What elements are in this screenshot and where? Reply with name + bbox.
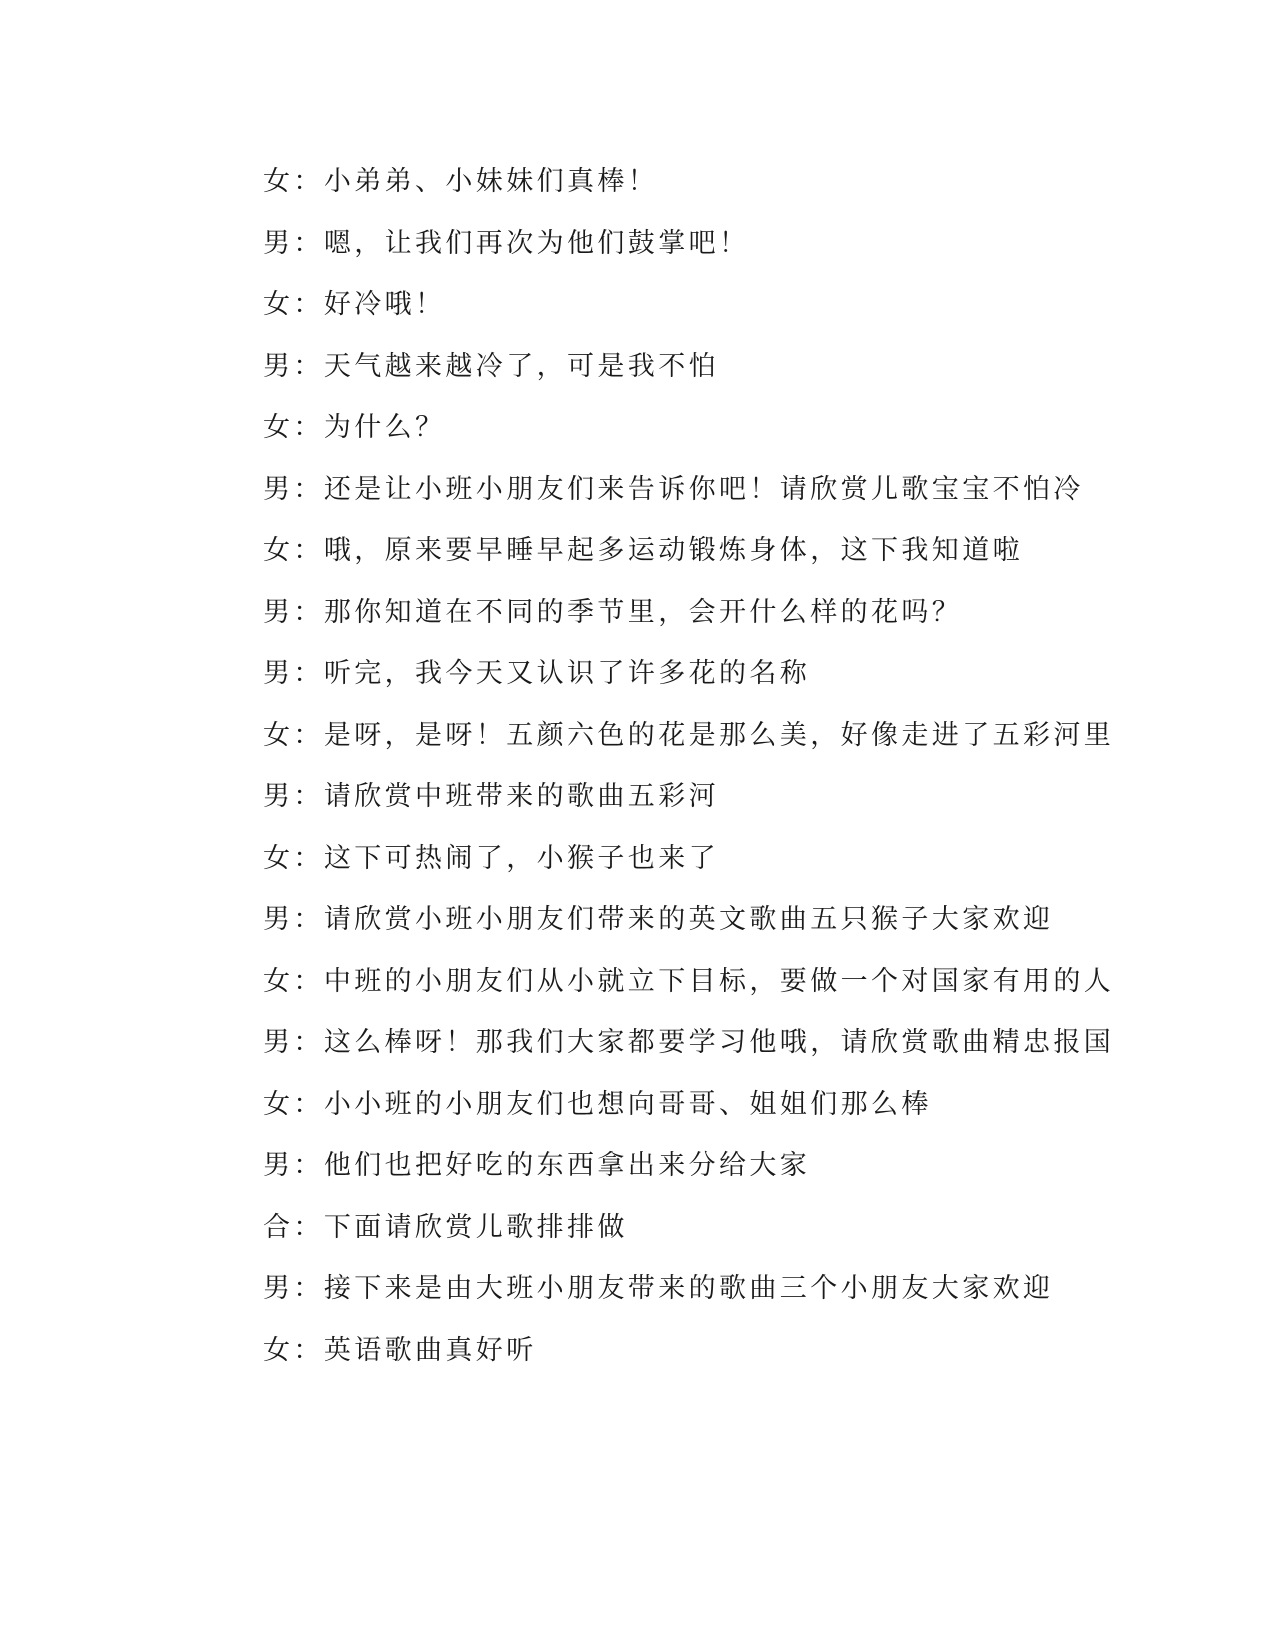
colon-separator: ：: [293, 719, 324, 751]
colon-separator: ：: [293, 1273, 324, 1304]
line-text: 哦，原来要早睡早起多运动锻炼身体，这下我知道啦: [323, 535, 1024, 566]
dialogue-line: [263, 777, 1163, 839]
dialogue-line: [263, 1085, 1163, 1147]
dialogue-line: [263, 900, 1163, 962]
line-text: 那你知道在不同的季节里，会开什么样的花吗？: [323, 596, 963, 628]
colon-separator: ：: [293, 1150, 324, 1181]
line-text: 听完，我今天又认识了许多花的名称: [323, 658, 811, 689]
colon-separator: ：: [293, 1027, 324, 1058]
line-text: 这么棒呀！那我们大家都要学习他哦，请欣赏歌曲精忠报国: [323, 1027, 1115, 1058]
colon-separator: ：: [293, 350, 324, 382]
line-text: 是呀，是呀！五颜六色的花是那么美，好像走进了五彩河里: [323, 719, 1115, 751]
colon-separator: ：: [293, 596, 324, 628]
speaker-label: 女: [263, 842, 294, 874]
dialogue-line: [263, 1146, 1163, 1208]
line-text: 请欣赏中班带来的歌曲五彩河: [323, 781, 720, 812]
line-text: 嗯，让我们再次为他们鼓掌吧！: [323, 227, 750, 259]
line-text: 还是让小班小朋友们来告诉你吧！请欣赏儿歌宝宝不怕冷: [323, 473, 1084, 505]
line-text: 下面请欣赏儿歌排排做: [323, 1211, 628, 1243]
dialogue-line: [263, 962, 1163, 1024]
colon-separator: ：: [293, 1088, 324, 1120]
colon-separator: ：: [293, 473, 324, 505]
speaker-label: 男: [263, 473, 294, 505]
speaker-label: 男: [263, 1027, 294, 1058]
speaker-label: 女: [263, 289, 294, 320]
dialogue-line: [263, 408, 1163, 470]
dialogue-line: [263, 1331, 1163, 1393]
speaker-label: 女: [263, 166, 294, 197]
line-text: 他们也把好吃的东西拿出来分给大家: [323, 1150, 811, 1181]
speaker-label: 女: [263, 1088, 294, 1120]
colon-separator: ：: [293, 289, 324, 320]
dialogue-line: [263, 1269, 1163, 1331]
colon-separator: ：: [293, 658, 324, 689]
speaker-label: 男: [263, 227, 294, 259]
dialogue-line: [263, 285, 1163, 347]
dialogue-line: [263, 1023, 1163, 1085]
line-text: 请欣赏小班小朋友们带来的英文歌曲五只猴子大家欢迎: [323, 904, 1054, 935]
dialogue-line: [263, 654, 1163, 716]
dialogue-line: [263, 224, 1163, 286]
colon-separator: ：: [293, 1211, 324, 1243]
line-text: 好冷哦！: [323, 289, 446, 320]
colon-separator: ：: [293, 535, 324, 566]
colon-separator: ：: [293, 965, 324, 997]
line-text: 中班的小朋友们从小就立下目标，要做一个对国家有用的人: [323, 965, 1115, 997]
dialogue-line: [263, 162, 1163, 224]
dialogue-line: [263, 1208, 1163, 1270]
line-text: 为什么？: [323, 412, 446, 443]
line-text: 接下来是由大班小朋友带来的歌曲三个小朋友大家欢迎: [323, 1273, 1054, 1304]
speaker-label: 男: [263, 781, 294, 812]
colon-separator: ：: [293, 904, 324, 935]
line-text: 英语歌曲真好听: [323, 1334, 537, 1366]
colon-separator: ：: [293, 842, 324, 874]
speaker-label: 男: [263, 904, 294, 935]
speaker-label: 女: [263, 535, 294, 566]
colon-separator: ：: [293, 227, 324, 259]
speaker-label: 女: [263, 412, 294, 443]
dialogue-script: [263, 162, 1163, 1392]
speaker-label: 女: [263, 1334, 294, 1366]
speaker-label: 男: [263, 1150, 294, 1181]
speaker-label: 男: [263, 1273, 294, 1304]
line-text: 小弟弟、小妹妹们真棒！: [323, 166, 659, 197]
speaker-label: 男: [263, 350, 294, 382]
colon-separator: ：: [293, 166, 324, 197]
speaker-label: 女: [263, 965, 294, 997]
dialogue-line: [263, 470, 1163, 532]
colon-separator: ：: [293, 781, 324, 812]
dialogue-line: [263, 531, 1163, 593]
colon-separator: ：: [293, 412, 324, 443]
dialogue-line: [263, 716, 1163, 778]
speaker-label: 女: [263, 719, 294, 751]
speaker-label: 男: [263, 596, 294, 628]
speaker-label: 男: [263, 658, 294, 689]
line-text: 这下可热闹了，小猴子也来了: [323, 842, 720, 874]
speaker-label: 合: [263, 1211, 294, 1243]
dialogue-line: [263, 347, 1163, 409]
dialogue-line: [263, 839, 1163, 901]
colon-separator: ：: [293, 1334, 324, 1366]
dialogue-line: [263, 593, 1163, 655]
line-text: 小小班的小朋友们也想向哥哥、姐姐们那么棒: [323, 1088, 932, 1120]
line-text: 天气越来越冷了，可是我不怕: [323, 350, 720, 382]
